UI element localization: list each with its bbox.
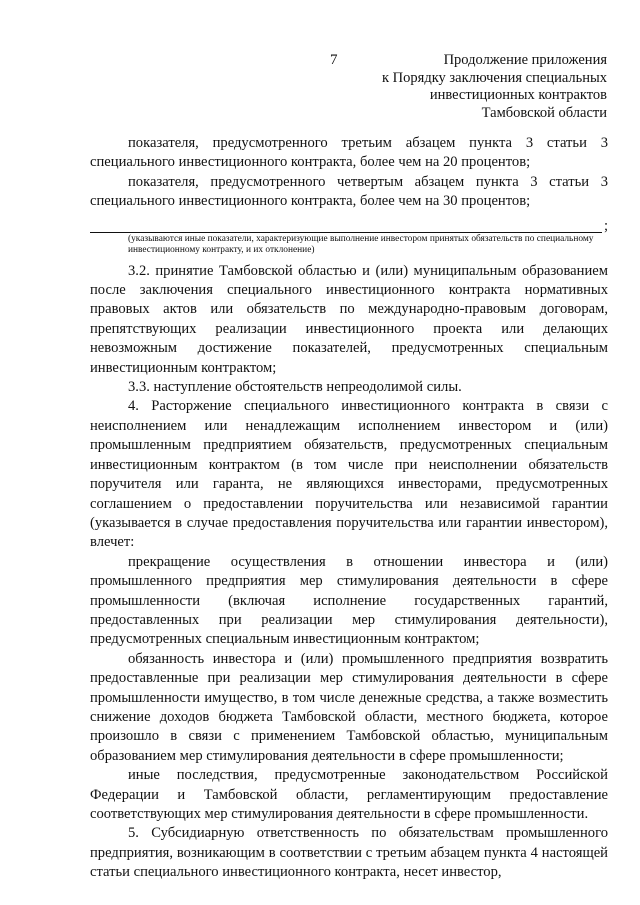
header-line: Продолжение приложения [443, 52, 607, 68]
paragraph: 5. Субсидиарную ответственность по обязательствам промышленного предприятия, возникающим в соответствии с третьим абзацем пункта 4 настоящей статьи специального инвестиционного контракта, несет инвестор, [90, 825, 608, 881]
header-line: Тамбовской области [481, 104, 607, 121]
fill-in-line [90, 215, 608, 233]
document-body [90, 134, 608, 883]
page-number: 7 [330, 52, 338, 68]
blank-rule [90, 220, 602, 233]
footnote-caption: (указываются иные показатели, характеризующие выполнение инвестором принятых обязательств по специальному инвестиционному контракту, и их отклонение) [128, 233, 594, 255]
header-line: к Порядку заключения специальных [382, 69, 607, 86]
header-line: инвестиционных контрактов [429, 87, 607, 103]
paragraph: иные последствия, предусмотренные законодательством Российской Федерации и Тамбовской области, регламентирующим предоставление соответствующих мер стимулирования деятельности в сфере промышленности. [90, 767, 608, 822]
paragraph: обязанность инвестора и (или) промышленного предприятия возвратить предоставленные при реализации мер стимулирования деятельности в сфере промышленности имущество, в том числе денежные средства, а также возместить снижение доходов бюджета Тамбовской области, местного бюджета, которое произошло в связи с применением Тамбовской областью, муниципальным образованием мер стимулирования деятельности в сфере промышленности; [90, 650, 608, 764]
paragraph: 3.2. принятие Тамбовской областью и (или) муниципальным образованием после заключения специального инвестиционного контракта нормативных правовых актов или обязательств по международно-правовым договорам, препятствующих реализации инвестиционного проекта или делающих невозможным достижение показателей, предусмотренных специальным инвестиционным контрактом; [90, 262, 608, 376]
paragraph: 4. Расторжение специального инвестиционного контракта в связи с неисполнением или ненадлежащим исполнением инвестором и (или) промышленным предприятием обязательств, предусмотренных специальным инвестиционным контрактом (в том числе при неисполнении обязательств поручителя или гаранта, не являющихся инвесторами, предусмотренных соглашением о предоставлении поручительства или независимой гарантии (указывается в случае предоставления поручительства или гарантии инвестором), влечет: [90, 398, 608, 551]
appendix-header [307, 52, 607, 122]
paragraph: показателя, предусмотренного третьим абзацем пункта 3 статьи 3 специального инвестиционного контракта, более чем на 20 процентов; [90, 135, 608, 171]
paragraph: показателя, предусмотренного четвертым абзацем пункта 3 статьи 3 специального инвестиционного контракта, более чем на 30 процентов; [90, 173, 608, 210]
fill-line-semicolon: ; [603, 217, 608, 234]
paragraph: прекращение осуществления в отношении инвестора и (или) промышленного предприятия мер стимулирования деятельности в сфере промышленности (включая исполнение государственных гарантий, предоставленных при реализации мер стимулирования деятельности), предусмотренных специальным инвестиционным контрактом; [90, 553, 608, 648]
paragraph: 3.3. наступление обстоятельств непреодолимой силы. [128, 379, 462, 396]
